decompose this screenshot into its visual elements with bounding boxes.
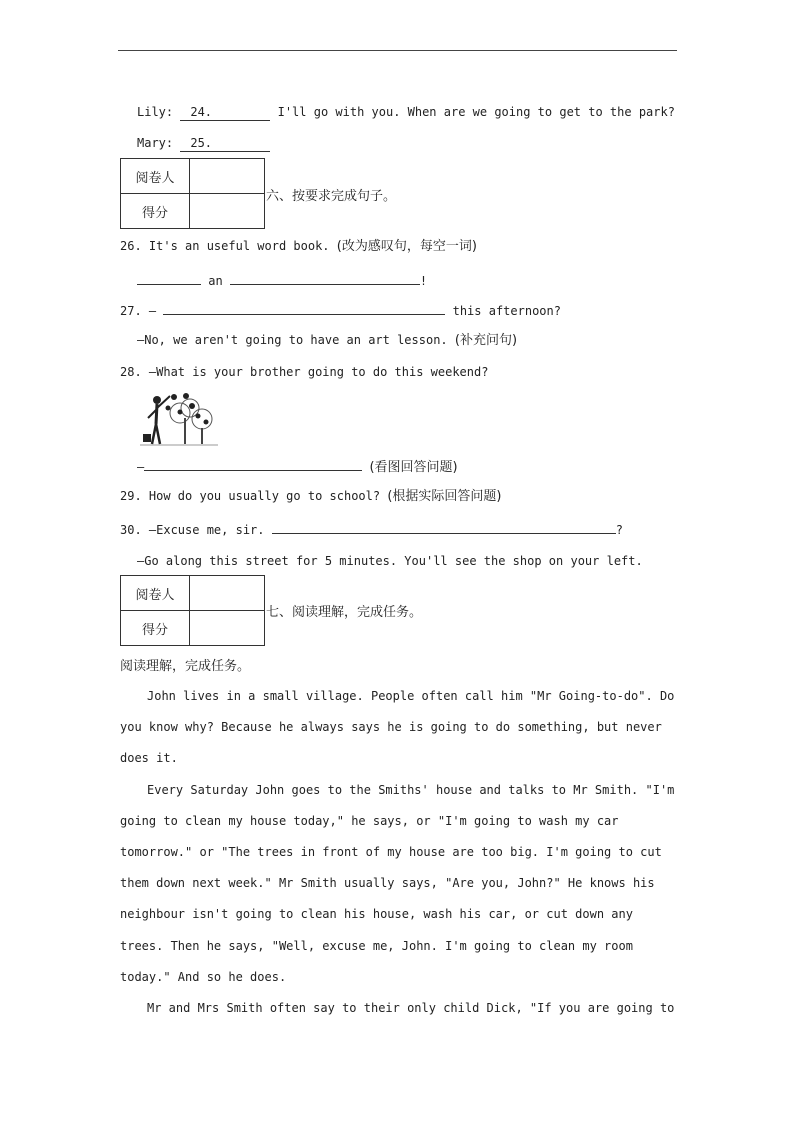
mary-label: Mary: (137, 136, 174, 150)
q27-suffix: this afternoon? (452, 304, 561, 318)
section-7-title: 七、阅读理解，完成任务。 (266, 605, 423, 620)
dialogue-mary (137, 135, 270, 152)
q26-instruction: (改为感叹句，每空一词) (336, 239, 477, 254)
q30-prefix: 30. —Excuse me, sir. (120, 523, 265, 537)
question-29 (120, 488, 501, 505)
q27-blank[interactable] (163, 301, 445, 315)
q27-instruction: (补充问句) (454, 333, 518, 348)
question-30 (120, 520, 623, 538)
q27-prefix: 27. — (120, 304, 157, 318)
blank-24[interactable]: 24. (180, 104, 270, 121)
q30-blank[interactable] (272, 520, 616, 534)
q28-text: 28. —What is your brother going to do this weekend? (120, 365, 489, 379)
question-26 (120, 238, 477, 255)
q30-reply-text: —Go along this street for 5 minutes. You'll see the shop on your left. (137, 554, 643, 568)
reviewer-cell[interactable] (190, 576, 265, 611)
lily-text: I'll go with you. When are we going to get to the park? (277, 105, 675, 119)
score-label: 得分 (121, 611, 190, 646)
q29-text: 29. How do you usually go to school? (120, 489, 381, 503)
q26-answer-line (137, 271, 427, 289)
reviewer-cell[interactable] (190, 159, 265, 194)
score-cell[interactable] (190, 194, 265, 229)
q26-blank-1[interactable] (137, 271, 201, 285)
section-6-title: 六、按要求完成句子。 (266, 189, 397, 204)
score-cell[interactable] (190, 611, 265, 646)
lily-label: Lily: (137, 105, 174, 119)
q30-suffix: ? (615, 523, 623, 537)
person-picking-apples-illustration (140, 388, 218, 448)
question-27 (120, 301, 561, 319)
reviewer-label: 阅卷人 (121, 159, 190, 194)
score-label: 得分 (121, 194, 190, 229)
q30-reply (137, 553, 643, 569)
q27-reply-text: —No, we aren't going to have an art lesson. (137, 333, 448, 347)
q26-text: 26. It's an useful word book. (120, 239, 330, 253)
section-7-subtitle: 阅读理解，完成任务。 (120, 659, 251, 674)
q28-prefix: — (137, 460, 145, 474)
passage-paragraph-3: Mr and Mrs Smith often say to their only child Dick, "If you are going to (147, 1001, 675, 1016)
score-table-6 (120, 158, 265, 229)
passage-paragraph-2: Every Saturday John goes to the Smiths' house and talks to Mr Smith. "I'm going to clean my house today," he says, or "I'm going to wash my car tomorrow." or "The trees in front of my house are too big. I'm going to cut them down next week." Mr Smith usually says, "Are you, John?" He knows his neighbour isn't going to clean his house, wash his car, or cut down any trees. Then he says, "Well, excuse me, John. I'm going to clean my room today." And so he does. (120, 782, 675, 984)
blank-25[interactable]: 25. (180, 135, 270, 152)
q26-answer-end: ! (419, 274, 428, 288)
q26-blank-2[interactable] (230, 271, 420, 285)
q28-blank[interactable] (144, 457, 362, 471)
reading-passage (120, 681, 680, 1024)
q28-instruction: (看图回答问题) (369, 460, 458, 475)
q27-reply (137, 332, 517, 349)
q26-answer-mid: an (208, 274, 223, 288)
score-table-7 (120, 575, 265, 646)
header-rule (118, 50, 677, 51)
q28-answer-line (137, 457, 458, 476)
q29-instruction: (根据实际回答问题) (387, 489, 502, 504)
passage-paragraph-1: John lives in a small village. People often call him "Mr Going-to-do". Do you know why? Because he always says he is going to do something, but never does it. (120, 689, 675, 766)
question-28 (120, 364, 488, 380)
dialogue-lily (137, 104, 675, 121)
reviewer-label: 阅卷人 (121, 576, 190, 611)
